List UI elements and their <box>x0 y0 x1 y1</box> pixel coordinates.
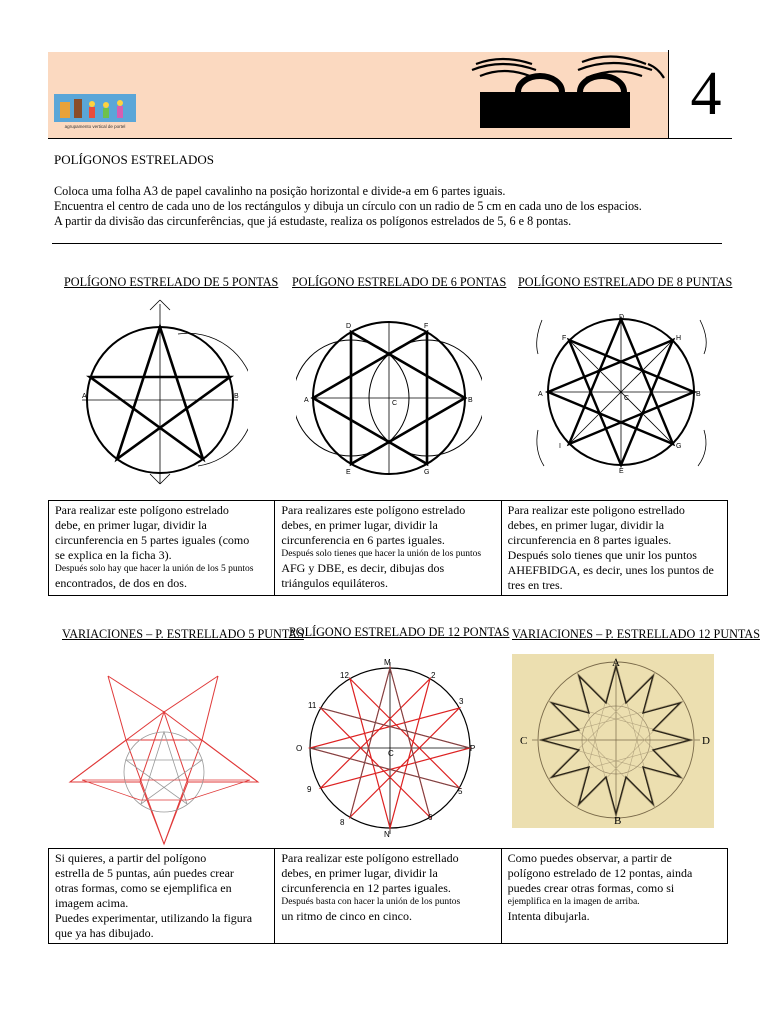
explanation-table-2 <box>48 848 728 944</box>
cell-line: AHEFBIDGA, es decir, unes los puntos de <box>507 563 714 577</box>
cell-line: Después solo tienes que unir los puntos <box>507 548 697 562</box>
cell-variation-12 <box>501 849 727 944</box>
cell-line: otras formas, como se ejemplifica en <box>55 881 232 895</box>
cell-line: triángulos equiláteros. <box>281 576 388 590</box>
label-12: 12 <box>340 671 349 680</box>
cell-line: Si quieres, a partir del polígono <box>55 851 207 865</box>
intro-line-3: A partir da divisão das circunferências, que já estudaste, realiza os polígonos estrelados de 5, 6 e 8 pontas. <box>54 214 572 228</box>
label-a: A <box>538 391 543 398</box>
cell-line: Intenta dibujarla. <box>507 909 590 923</box>
cell-line: encontrados, de dos en dos. <box>55 576 187 590</box>
label-b: B <box>468 397 473 404</box>
label-m: M <box>384 658 391 667</box>
label-c: C <box>388 749 394 758</box>
label-2: 2 <box>431 671 436 680</box>
cell-star-12 <box>275 849 501 944</box>
label-o: O <box>296 744 303 753</box>
label-e: E <box>346 469 351 476</box>
cell-line: se explica en la ficha 3). <box>55 548 172 562</box>
label-d: D <box>346 323 352 330</box>
cell-line: que ya has dibujado. <box>55 926 154 940</box>
label-11: 11 <box>308 701 317 710</box>
page-title: POLÍGONOS ESTRELADOS <box>54 152 214 167</box>
eyes-illustration <box>462 50 668 138</box>
label-5: 5 <box>458 787 463 796</box>
label-b: B <box>696 391 701 398</box>
cell-small-line: ejemplifica en la imagen de arriba. <box>507 897 640 907</box>
cell-star-6 <box>275 501 501 596</box>
label-b: B <box>234 393 239 400</box>
cell-line: polígono estrelado de 12 pontas, ainda <box>507 866 693 880</box>
label-d: D <box>702 735 710 747</box>
figure-star-12 <box>292 656 488 840</box>
label-f: F <box>424 323 429 330</box>
label-e: E <box>619 468 624 475</box>
cell-star-8 <box>501 501 727 596</box>
explanation-table-1 <box>48 500 728 596</box>
cell-line: debe, en primer lugar, dividir la <box>55 518 207 532</box>
heading-star-6: POLÍGONO ESTRELADO DE 6 PONTAS <box>292 275 507 289</box>
cell-line: imagem acima. <box>55 896 129 910</box>
school-logo <box>54 94 136 130</box>
logo-caption: agrupamento vertical de portel <box>64 124 126 129</box>
cell-line: Para realizar este polígono estrelado <box>55 503 229 517</box>
cell-line: Para realizar este polígono estrellado <box>281 851 459 865</box>
cell-variation-5 <box>49 849 275 944</box>
heading-star-8: POLÍGONO ESTRELADO DE 8 PUNTAS <box>518 275 733 289</box>
cell-line: Para realizares este polígono estrelado <box>281 503 466 517</box>
cell-line: AFG y DBE, es decir, dibujas dos <box>281 561 445 575</box>
label-6: 6 <box>428 813 433 822</box>
figure-star-5 <box>78 296 248 488</box>
cell-line: circunferencia en 6 partes iguales. <box>281 533 445 547</box>
label-c: C <box>520 735 528 747</box>
cell-line: debes, en primer lugar, dividir la <box>281 518 438 532</box>
label-p: P <box>470 744 476 753</box>
label-d: D <box>619 314 625 321</box>
cell-line: puedes crear otras formas, como si <box>507 881 675 895</box>
label-g: G <box>676 443 682 450</box>
label-c: C <box>624 395 630 402</box>
label-g: G <box>424 469 430 476</box>
cell-line: circunferencia en 12 partes iguales. <box>281 881 451 895</box>
figure-star-8 <box>528 310 712 476</box>
cell-star-5 <box>49 501 275 596</box>
label-a: A <box>304 397 309 404</box>
cell-line: un ritmo de cinco en cinco. <box>281 909 412 923</box>
label-i: I <box>559 443 561 450</box>
cell-small-line: Después solo tienes que hacer la unión de los puntos <box>281 549 482 559</box>
cell-small-line: Después solo hay que hacer la unión de los 5 puntos <box>55 564 254 574</box>
header-bottom-line <box>48 138 732 139</box>
figure-variation-5 <box>68 672 260 846</box>
cell-line: debes, en primer lugar, dividir la <box>507 518 665 532</box>
intro-line-2: Encuentra el centro de cada uno de los rectángulos y dibuja un círculo con un radio de 5 cm en cada uno de los espacios. <box>54 199 642 213</box>
label-c: C <box>392 400 398 407</box>
header-divider <box>668 50 669 138</box>
label-b: B <box>614 815 622 827</box>
label-h: H <box>676 335 682 342</box>
label-9: 9 <box>307 785 312 794</box>
section-rule <box>52 243 722 244</box>
cell-line: circunferencia en 5 partes iguales (como <box>55 533 250 547</box>
label-3: 3 <box>459 697 464 706</box>
label-f: F <box>562 335 567 342</box>
intro-line-1: Coloca uma folha A3 de papel cavalinho na posição horizontal e divide-a em 6 partes iguais. <box>54 184 506 198</box>
cell-small-line: Después basta con hacer la unión de los puntos <box>281 897 461 907</box>
cell-line: Puedes experimentar, utilizando la figura <box>55 911 253 925</box>
cell-line: circunferencia en 8 partes iguales. <box>507 533 672 547</box>
label-8: 8 <box>340 818 345 827</box>
cell-line: estrella de 5 puntas, aún puedes crear <box>55 866 234 880</box>
label-a: A <box>612 657 620 669</box>
page-number: 4 <box>690 60 722 128</box>
label-n: N <box>384 830 390 839</box>
cell-line: debes, en primer lugar, dividir la <box>281 866 438 880</box>
figure-star-6 <box>296 316 482 476</box>
heading-star-5: POLÍGONO ESTRELADO DE 5 PONTAS <box>64 275 279 289</box>
cell-line: tres en tres. <box>507 578 563 592</box>
figure-variation-12 <box>512 654 714 828</box>
label-a: A <box>82 393 87 400</box>
heading-variation-12: VARIACIONES – P. ESTRELLADO 12 PUNTAS <box>512 627 760 641</box>
cell-line: Como puedes observar, a partir de <box>507 851 672 865</box>
cell-line: Para realizar este poligono estrellado <box>507 503 685 517</box>
heading-variation-5: VARIACIONES – P. ESTRELLADO 5 PUNTAS <box>62 627 304 641</box>
heading-star-12: POLÍGONO ESTRELADO DE 12 PONTAS <box>289 625 510 639</box>
